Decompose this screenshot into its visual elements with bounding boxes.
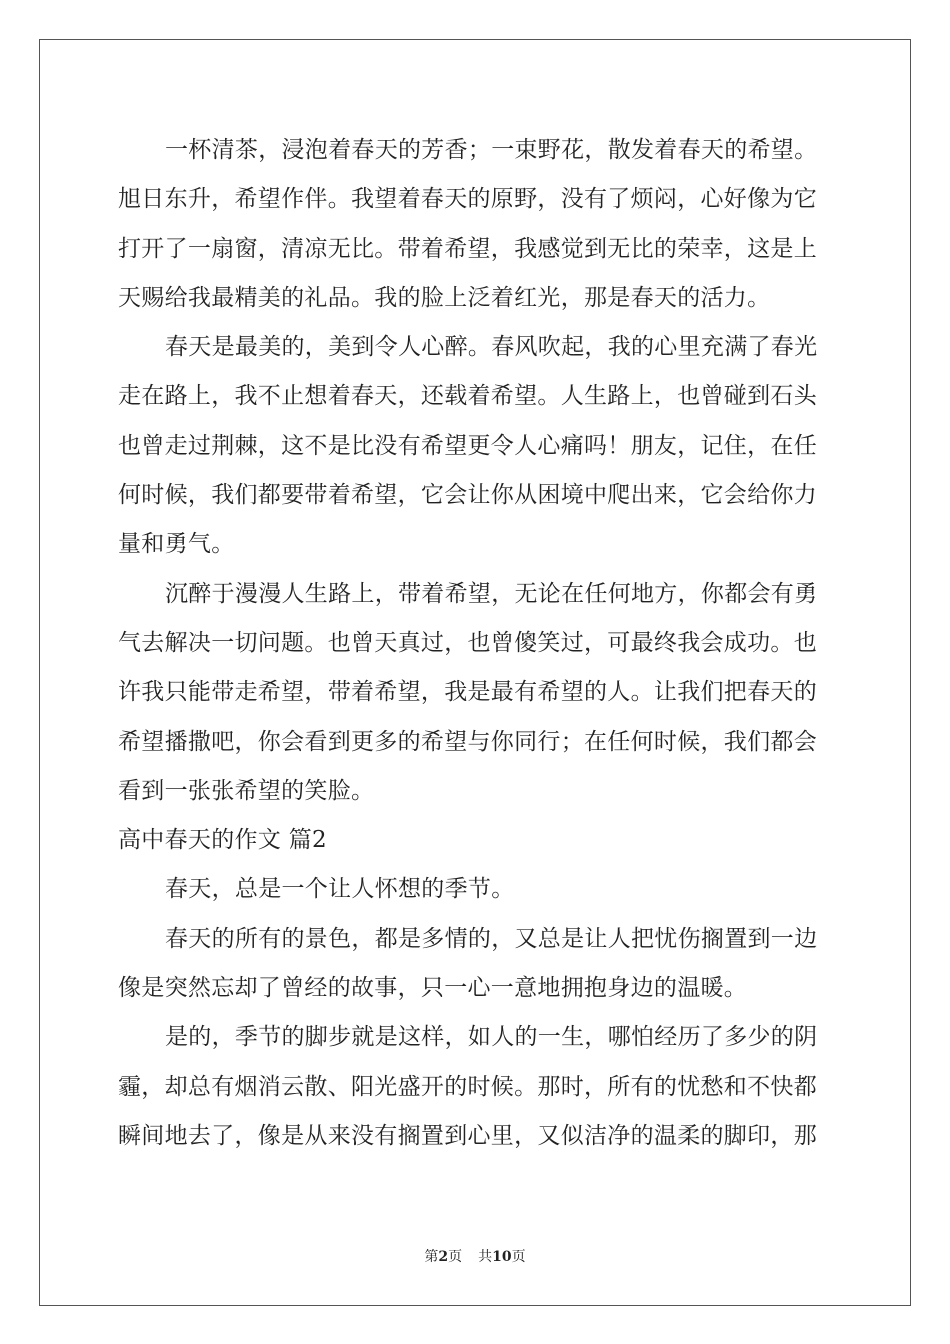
- text-line: 春天的所有的景色，都是多情的，又总是让人把忧伤搁置到一边: [165, 925, 818, 952]
- text-line: 也曾走过荆棘，这不是比没有希望更令人心痛吗！朋友，记住，在任: [118, 432, 817, 459]
- page-number-suffix: 页: [448, 1249, 463, 1265]
- text-line: 天赐给我最精美的礼品。我的脸上泛着红光，那是春天的活力。: [118, 284, 771, 311]
- page-number: 2: [438, 1249, 449, 1265]
- total-pages: 10: [492, 1249, 512, 1265]
- text-line: 量和勇气。: [118, 531, 235, 558]
- total-pages-suffix: 页: [511, 1249, 526, 1265]
- text-line: 一杯清茶，浸泡着春天的芳香；一束野花，散发着春天的希望。: [165, 137, 818, 163]
- text-line: 许我只能带走希望，带着希望，我是最有希望的人。让我们把春天的: [118, 679, 817, 706]
- text-line: 瞬间地去了，像是从来没有搁置到心里，又似洁净的温柔的脚印，那: [118, 1122, 817, 1149]
- total-pages-prefix: 共: [478, 1249, 493, 1265]
- text-line: 打开了一扇窗，清凉无比。带着希望，我感觉到无比的荣幸，这是上: [118, 235, 817, 262]
- text-line: 气去解决一切问题。也曾天真过，也曾傻笑过，可最终我会成功。也: [118, 629, 817, 656]
- text-line: 高中春天的作文 篇2: [118, 827, 327, 854]
- document-body: [118, 126, 834, 1161]
- page-footer: [0, 1246, 950, 1266]
- text-line: 春天是最美的，美到令人心醉。春风吹起，我的心里充满了春光: [165, 334, 818, 361]
- text-line: 旭日东升，希望作伴。我望着春天的原野，没有了烦闷，心好像为它: [118, 186, 817, 213]
- text-line: 春天，总是一个让人怀想的季节。: [165, 876, 515, 903]
- text-line: 走在路上，我不止想着春天，还载着希望。人生路上，也曾碰到石头: [118, 383, 817, 410]
- text-line: 像是突然忘却了曾经的故事，只一心一意地拥抱身边的温暖。: [118, 975, 748, 1002]
- text-line: 霾，却总有烟消云散、阳光盛开的时候。那时，所有的忧愁和不快都: [118, 1073, 817, 1100]
- text-line: 希望播撒吧，你会看到更多的希望与你同行；在任何时候，我们都会: [118, 728, 817, 755]
- text-line: 是的，季节的脚步就是这样，如人的一生，哪怕经历了多少的阴: [165, 1024, 818, 1051]
- page-number-prefix: 第: [424, 1249, 439, 1265]
- text-line: 看到一张张希望的笑脸。: [118, 777, 375, 804]
- text-line: 沉醉于漫漫人生路上，带着希望，无论在任何地方，你都会有勇: [165, 580, 818, 607]
- text-line: 何时候，我们都要带着希望，它会让你从困境中爬出来，它会给你力: [118, 482, 817, 509]
